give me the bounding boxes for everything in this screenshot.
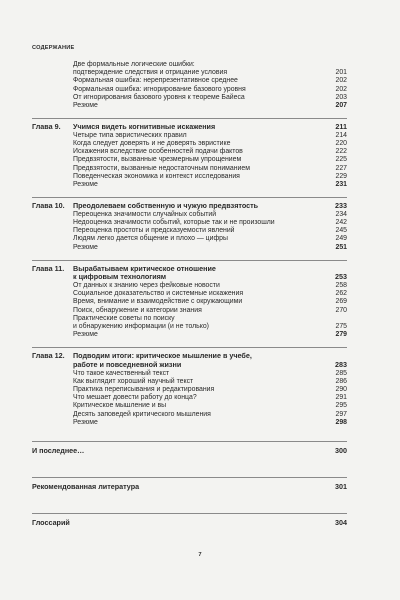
entry-title: Предвзятости, вызванные недостаточным пониманием (73, 164, 250, 172)
entry-page: 279 (335, 331, 347, 339)
entry-page: 202 (335, 77, 347, 85)
entry-title: Формальная ошибка: игнорирование базового уровня (73, 85, 246, 93)
entry-page: 249 (335, 235, 347, 243)
entry-title: Практика переписывания и редактирования (73, 386, 215, 394)
toc-entry[interactable] (32, 86, 347, 94)
toc-entry[interactable] (32, 298, 347, 306)
chapter-title: Вырабатываем критическое отношение к цифровым технологиям (73, 263, 216, 282)
entry-page: 207 (335, 102, 347, 110)
chapter-heading[interactable] (32, 265, 347, 282)
toc-entry[interactable] (32, 77, 347, 85)
toc-resume[interactable] (32, 181, 347, 189)
entry-page: 245 (335, 227, 347, 235)
entry-page: 262 (335, 290, 347, 298)
entry-title: Социальное доказательство и системные искажения (73, 290, 244, 298)
entry-title: Резюме (73, 102, 98, 110)
toc-entry[interactable] (32, 94, 347, 102)
entry-title: Недооценка значимости событий, которые так и не произошли (73, 219, 275, 227)
chapter-title: Учимся видеть когнитивные искажения (73, 122, 216, 132)
entry-title: Четыре типа эвристических правил (73, 131, 187, 139)
entry-page: 258 (335, 282, 347, 290)
entry-page: 285 (335, 369, 347, 377)
toc-resume[interactable] (32, 419, 347, 427)
entry-title: Критическое мышление и вы (73, 402, 167, 410)
entry-page: 242 (335, 219, 347, 227)
entry-page: 275 (335, 323, 347, 331)
entry-title: Десять заповедей критического мышления (73, 410, 211, 418)
chapter-heading[interactable] (32, 202, 347, 211)
toc-entry[interactable] (32, 394, 347, 402)
entry-title: Людям легко дается общение и плохо — цифры (73, 235, 228, 243)
entry-title: Как выглядит хороший научный текст (73, 377, 194, 385)
toc-entry[interactable] (32, 156, 347, 164)
entry-title: и обнаружению информации (и не только) (73, 323, 209, 331)
entry-title: От игнорирования базового уровня к теореме Байеса (73, 93, 245, 101)
back-matter-final[interactable] (32, 441, 347, 455)
chapter-page: 233 (335, 201, 347, 211)
page-number: 7 (198, 552, 202, 558)
back-matter-glossary[interactable] (32, 513, 347, 527)
running-head: СОДЕРЖАНИЕ (32, 45, 75, 51)
entry-title: Рекомендованная литература (32, 482, 140, 492)
entry-title: Резюме (73, 243, 98, 251)
chapter-page: 211 (335, 122, 347, 132)
entry-page: 270 (335, 306, 347, 314)
back-matter-literature[interactable] (32, 477, 347, 491)
chapter-title: Преодолеваем собственную и чужую предвзятость (73, 201, 259, 211)
entry-title: И последнее… (32, 446, 85, 456)
entry-page: 298 (335, 418, 347, 426)
entry-title: Что такое качественный текст (73, 369, 170, 377)
entry-title: От данных к знанию через фейковые новости (73, 282, 220, 290)
entry-page: 203 (335, 93, 347, 101)
entry-page: 227 (335, 164, 347, 172)
entry-title: Переоценка значимости случайных событий (73, 210, 217, 218)
chapter-9 (32, 118, 347, 189)
entry-page: 300 (335, 446, 347, 456)
toc-entry[interactable] (32, 370, 347, 378)
toc-entry[interactable] (32, 235, 347, 243)
entry-page: 214 (335, 131, 347, 139)
entry-page: 231 (335, 181, 347, 189)
chapter-number: Глава 9. (32, 122, 61, 132)
entry-title: Предвзятости, вызванные чрезмерным упрощением (73, 156, 242, 164)
entry-page: 297 (335, 410, 347, 418)
entry-title: Резюме (73, 181, 98, 189)
chapter-number: Глава 11. (32, 263, 65, 273)
entry-title: подтверждение следствия и отрицание условия (73, 69, 228, 77)
entry-title: Искажения вследствие особенностей подачи фактов (73, 148, 243, 156)
entry-title: Время, внимание и взаимодействие с окружающими (73, 298, 243, 306)
toc-entry[interactable] (32, 61, 347, 69)
toc-resume[interactable] (32, 331, 347, 339)
entry-page: 304 (335, 518, 347, 528)
chapter-heading[interactable] (32, 352, 347, 369)
toc-entry[interactable] (32, 211, 347, 219)
entry-title: Переоценка простоты и предсказуемости явлений (73, 227, 235, 235)
entry-page: 295 (335, 402, 347, 410)
chapter-10 (32, 197, 347, 252)
chapter-page: 283 (335, 360, 347, 370)
toc-entry[interactable] (32, 411, 347, 419)
intro-entries (32, 61, 347, 110)
entry-page: 291 (335, 394, 347, 402)
entry-title: Что мешает довести работу до конца? (73, 394, 197, 402)
toc-entry[interactable] (32, 282, 347, 290)
entry-page: 251 (335, 243, 347, 251)
chapter-12 (32, 347, 347, 427)
entry-title: Когда следует доверять и не доверять эвристике (73, 140, 231, 148)
table-of-contents (32, 61, 347, 527)
entry-page: 201 (335, 69, 347, 77)
chapter-number: Глава 12. (32, 351, 65, 361)
chapter-11 (32, 260, 347, 340)
entry-title: Практические советы по поиску (73, 314, 175, 322)
entry-page: 269 (335, 298, 347, 306)
chapter-page: 253 (335, 272, 347, 282)
toc-entry[interactable] (32, 315, 347, 323)
entry-page: 301 (335, 482, 347, 492)
toc-entry[interactable] (32, 140, 347, 148)
entry-title: Формальная ошибка: нерепрезентативное среднее (73, 77, 238, 85)
chapter-heading[interactable] (32, 123, 347, 132)
toc-entry[interactable] (32, 219, 347, 227)
entry-title: Резюме (73, 331, 98, 339)
toc-entry[interactable] (32, 148, 347, 156)
toc-entry[interactable] (32, 165, 347, 173)
toc-resume[interactable] (32, 102, 347, 110)
entry-title: Поведенческая экономика и контекст исследования (73, 172, 240, 180)
chapter-number: Глава 10. (32, 201, 65, 211)
toc-entry[interactable] (32, 378, 347, 386)
entry-page: 234 (335, 210, 347, 218)
entry-page: 286 (335, 377, 347, 385)
entry-page: 290 (335, 386, 347, 394)
entry-page: 225 (335, 156, 347, 164)
chapter-title: Подводим итоги: критическое мышление в учебе, работе и повседневной жизни (73, 351, 252, 370)
toc-entry[interactable] (32, 323, 347, 331)
toc-resume[interactable] (32, 244, 347, 252)
entry-title: Глоссарий (32, 518, 70, 528)
entry-title: Две формальные логические ошибки: (73, 61, 195, 68)
entry-title: Резюме (73, 418, 98, 426)
entry-title: Поиск, обнаружение и категории знания (73, 306, 202, 314)
entry-page: 220 (335, 140, 347, 148)
entry-page: 202 (335, 85, 347, 93)
entry-page: 229 (335, 172, 347, 180)
toc-entry[interactable] (32, 402, 347, 410)
toc-entry[interactable] (32, 173, 347, 181)
toc-entry[interactable] (32, 132, 347, 140)
entry-page: 222 (335, 148, 347, 156)
toc-entry[interactable] (32, 307, 347, 315)
